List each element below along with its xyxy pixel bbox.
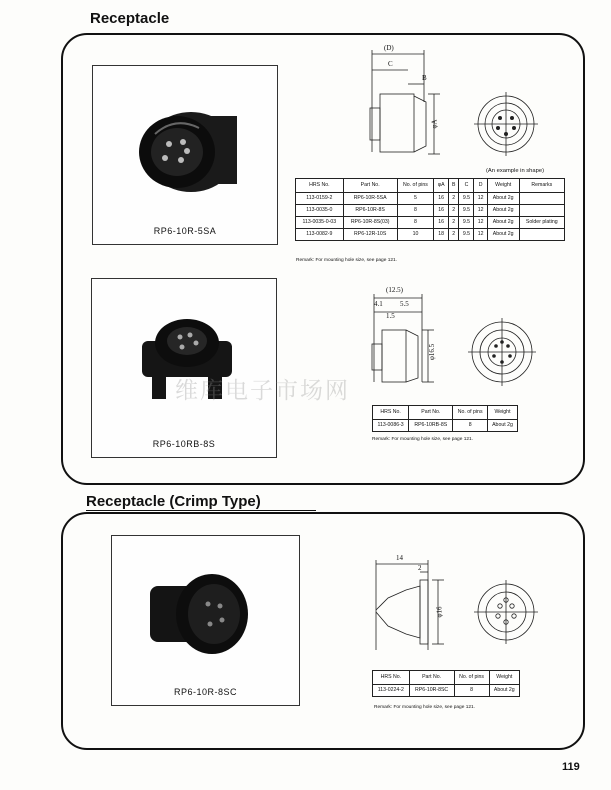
cell: 2 (448, 193, 458, 205)
dim-3: 1.5 (386, 312, 395, 320)
cell: About 2g (487, 205, 519, 217)
photo-rp6-10r-5sa (92, 65, 278, 245)
table-row (373, 420, 518, 432)
cell: 2 (448, 205, 458, 217)
section-title-receptacle: Receptacle (90, 10, 170, 27)
cell: RP6-10R-8S (343, 205, 397, 217)
cell: 9.5 (459, 193, 474, 205)
cell: 16 (434, 217, 449, 229)
cell: Solder plating (519, 217, 564, 229)
col-weight: Weight (489, 671, 519, 685)
section-title-crimp: Receptacle (Crimp Type) (86, 493, 261, 510)
dim-b: B (422, 74, 427, 82)
page-number: 119 (562, 761, 580, 773)
dim-2: 5.5 (400, 300, 409, 308)
spec-table-receptacle-2 (372, 405, 518, 432)
table-header-row (373, 406, 518, 420)
cell: About 2g (487, 193, 519, 205)
cell (519, 205, 564, 217)
title-underline (86, 510, 316, 511)
col-pins: No. of pins (454, 671, 489, 685)
col-weight: Weight (487, 179, 519, 193)
cell: 9.5 (459, 205, 474, 217)
cell: RP6-10R-8SC (409, 685, 454, 697)
photo-rp6-10r-8sc (111, 535, 300, 706)
table-header-row (296, 179, 565, 193)
cell: About 2g (487, 229, 519, 241)
cell: 16 (434, 205, 449, 217)
col-pins: No. of pins (397, 179, 434, 193)
col-hrs-no: HRS No. (373, 671, 410, 685)
table-row (296, 217, 565, 229)
cell: 18 (434, 229, 449, 241)
cell: 12 (474, 193, 487, 205)
col-b: B (448, 179, 458, 193)
dim-1: 4.1 (374, 300, 383, 308)
dim-2: 2 (418, 564, 422, 572)
cell: 8 (454, 685, 489, 697)
cell: 8 (397, 217, 434, 229)
col-pins: No. of pins (453, 406, 488, 420)
cell: 9.5 (459, 217, 474, 229)
col-hrs-no: HRS No. (296, 179, 344, 193)
dim-diameter: φ16 (435, 606, 444, 618)
table2-remark: Remark: For mounting hole size, see page 121. (372, 437, 474, 442)
cell: 12 (474, 217, 487, 229)
watermark: 维库电子市场网 (175, 378, 350, 404)
table-row (373, 685, 520, 697)
cell: 8 (397, 205, 434, 217)
photo-label: RP6-10R-8SC (173, 687, 238, 697)
col-hrs-no: HRS No. (373, 406, 409, 420)
photo-rp6-10rb-8s (91, 278, 277, 458)
photo-label: RP6-10RB-8S (152, 439, 216, 449)
cell: 12 (474, 229, 487, 241)
cell: RP6-10R-5SA (343, 193, 397, 205)
col-c: C (459, 179, 474, 193)
cell: 10 (397, 229, 434, 241)
table-row (296, 193, 565, 205)
photo-label: RP6-10R-5SA (153, 226, 217, 236)
cell: 2 (448, 217, 458, 229)
col-remarks: Remarks (519, 179, 564, 193)
dim-diameter: φ16.5 (428, 343, 437, 361)
cell: 113-0159-2 (296, 193, 344, 205)
cell: 12 (474, 205, 487, 217)
cell: 16 (434, 193, 449, 205)
cell: RP6-12R-10S (343, 229, 397, 241)
drawing-crimp (366, 552, 556, 664)
table-header-row (373, 671, 520, 685)
table3-remark: Remark: For mounting hole size, see page 121. (374, 705, 476, 710)
dim-a: φA (430, 119, 439, 129)
cell (519, 193, 564, 205)
cell: 113-0082-9 (296, 229, 344, 241)
cell: 113-0035-0-03 (296, 217, 344, 229)
col-part-no: Part No. (409, 406, 453, 420)
drawing-receptacle-1 (358, 42, 568, 172)
cell: RP6-10R-8S(03) (343, 217, 397, 229)
dim-length: 14 (396, 554, 403, 562)
spec-table-receptacle (295, 178, 565, 241)
dim-c: C (388, 60, 393, 68)
table-row (296, 205, 565, 217)
cell: About 2g (487, 420, 517, 432)
dimension-drawing (362, 286, 562, 390)
col-d: D (474, 179, 487, 193)
col-part-no: Part No. (343, 179, 397, 193)
cell: 2 (448, 229, 458, 241)
dimension-drawing (366, 552, 556, 658)
cell: 5 (397, 193, 434, 205)
cell: 113-0035-0 (296, 205, 344, 217)
col-a: φA (434, 179, 449, 193)
cell: 8 (453, 420, 488, 432)
cell: About 2g (487, 217, 519, 229)
drawing-receptacle-2 (362, 286, 562, 398)
col-part-no: Part No. (409, 671, 454, 685)
col-weight: Weight (487, 406, 517, 420)
dim-d: (D) (384, 44, 394, 52)
cell: RP6-10RB-8S (409, 420, 453, 432)
spec-table-crimp (372, 670, 520, 697)
connector-photo-icon (125, 94, 245, 204)
cell: About 2g (489, 685, 519, 697)
cell (519, 229, 564, 241)
table-row (296, 229, 565, 241)
connector-photo-icon (142, 564, 262, 664)
dim-total: (12.5) (386, 286, 403, 294)
table1-remark: Remark: For mounting hole size, see page 121. (296, 258, 398, 263)
shape-note: (An example in shape) (486, 168, 544, 174)
cell: 113-0086-3 (373, 420, 409, 432)
cell: 113-0224-2 (373, 685, 410, 697)
cell: 9.5 (459, 229, 474, 241)
